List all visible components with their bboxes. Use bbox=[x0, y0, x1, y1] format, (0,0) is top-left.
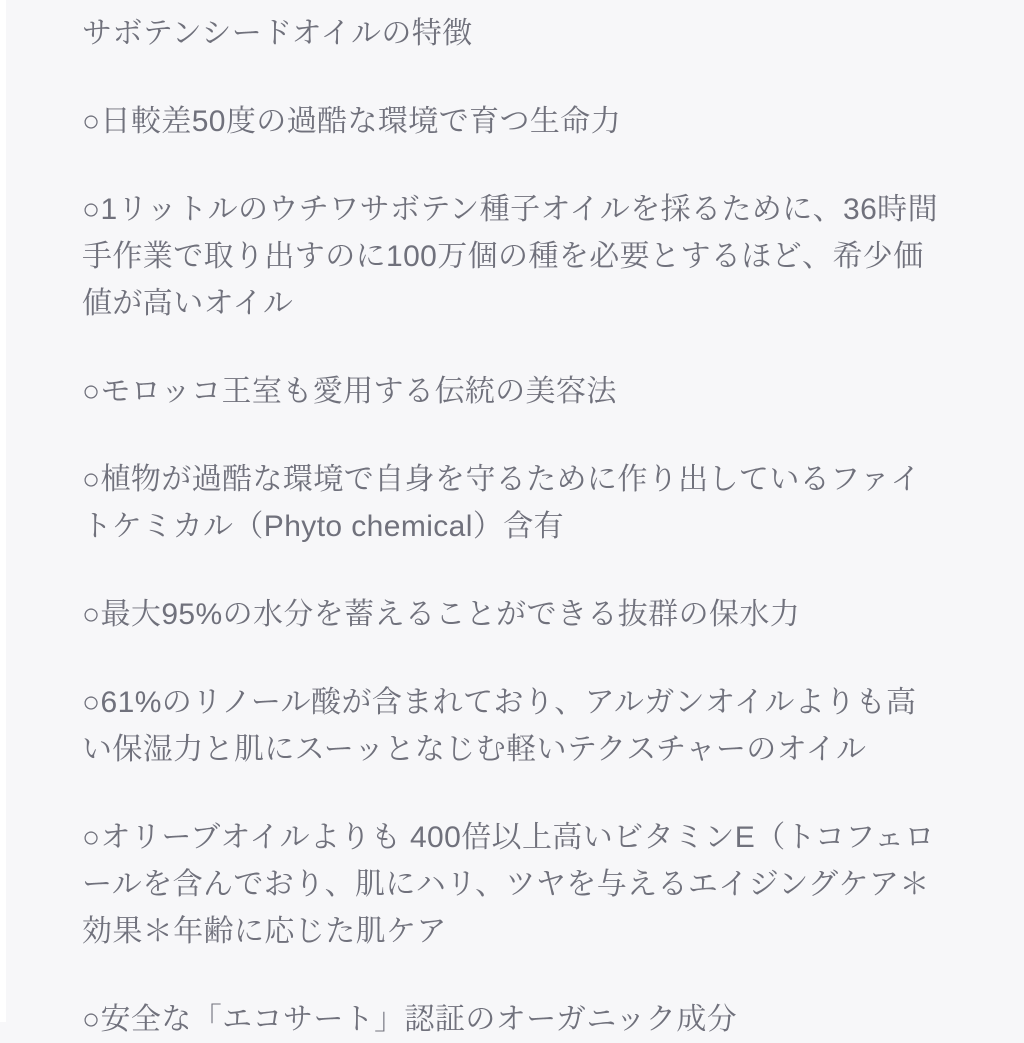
feature-item-7: ○オリーブオイルよりも 400倍以上高いビタミンE（トコフェロールを含んでおり、肌にハリ、ツヤを与えるエイジングケア＊効果＊年齢に応じた肌ケア bbox=[82, 821, 935, 948]
page-title: サボテンシードオイルの特徴 bbox=[82, 17, 473, 50]
feature-item-3: ○モロッコ王室も愛用する伝統の美容法 bbox=[82, 375, 617, 408]
feature-item-1: ○日較差50度の過酷な環境で育つ生命力 bbox=[82, 105, 622, 138]
feature-item-8: ○安全な「エコサート」認証のオーガニック成分 bbox=[82, 1003, 738, 1036]
feature-item-6: ○61%のリノール酸が含まれており、アルガンオイルよりも高い保湿力と肌にスーッとなじむ軽いテクスチャーのオイル bbox=[82, 686, 917, 766]
feature-item-5: ○最大95%の水分を蓄えることができる抜群の保水力 bbox=[82, 598, 801, 631]
page-left-margin-rule bbox=[0, 0, 6, 1022]
feature-item-2: ○1リットルのウチワサボテン種子オイルを採るために、36時間手作業で取り出すのに100万個の種を必要とするほど、希少価値が高いオイル bbox=[82, 193, 938, 320]
feature-item-4: ○植物が過酷な環境で自身を守るために作り出しているファイトケミカル（Phyto chemical）含有 bbox=[82, 463, 921, 543]
document-body bbox=[82, 0, 942, 1043]
